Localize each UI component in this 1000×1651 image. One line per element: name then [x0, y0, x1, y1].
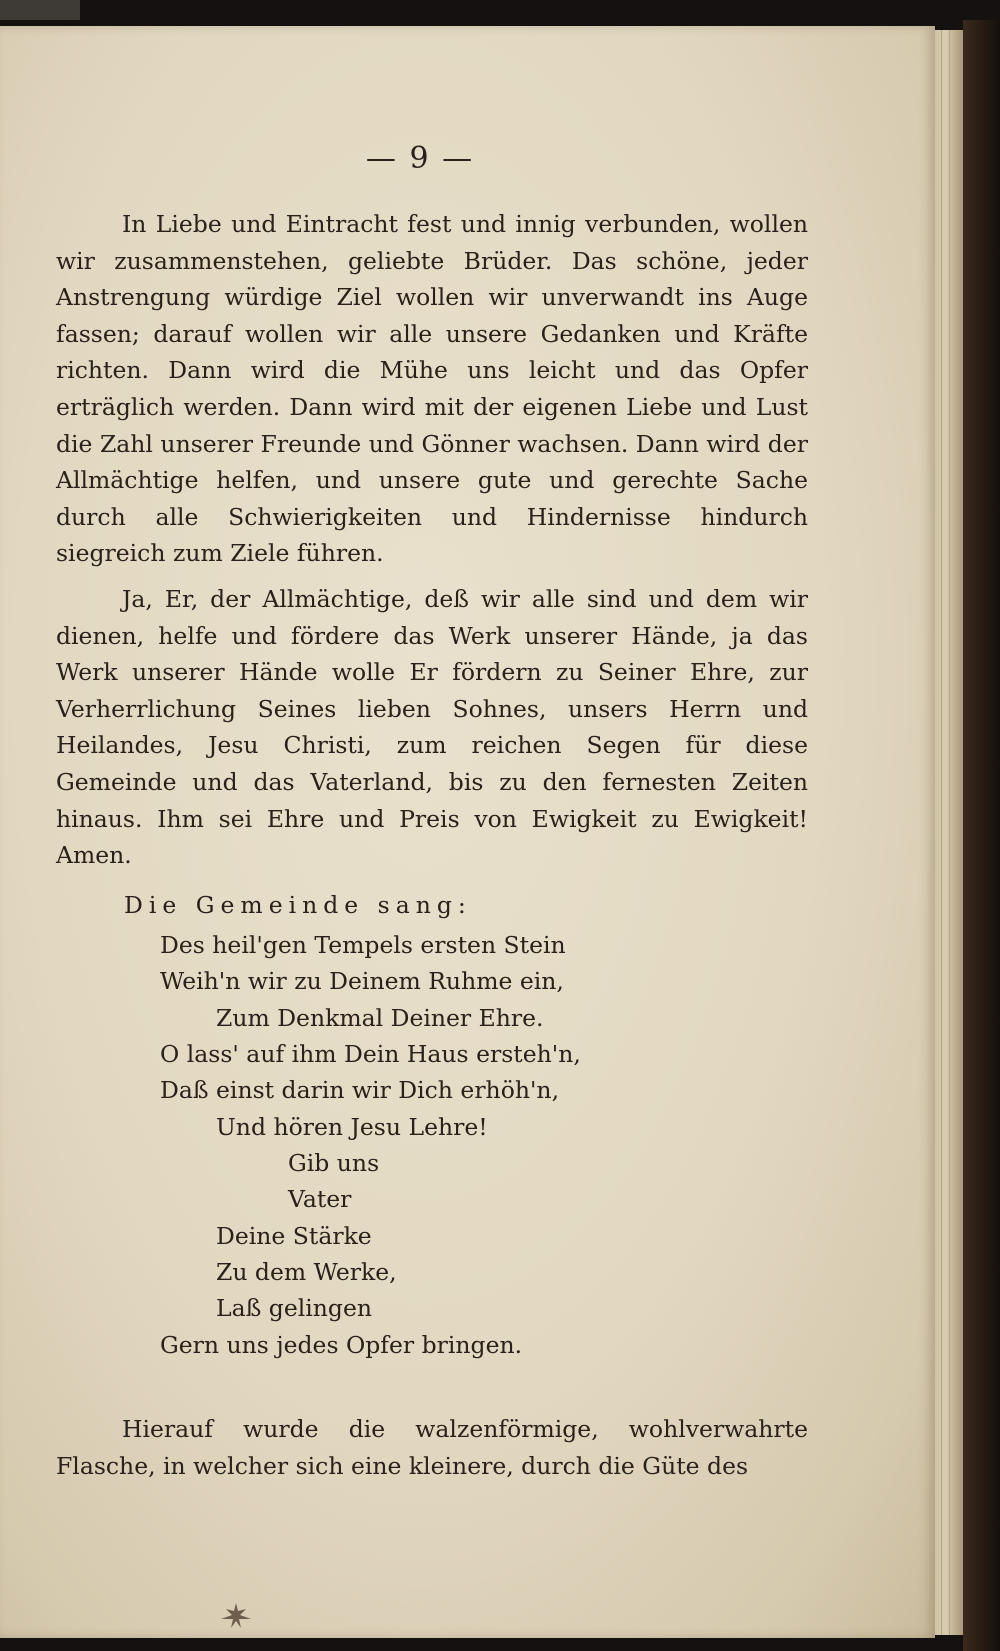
hymn-line: Zu dem Werke,	[216, 1258, 397, 1286]
printer-ornament-icon	[213, 1601, 259, 1631]
book-page	[0, 26, 935, 1638]
hymn-line: O lass' auf ihm Dein Haus ersteh'n,	[160, 1040, 581, 1068]
hymn-line: Und hören Jesu Lehre!	[216, 1113, 488, 1141]
paragraph-3: Hierauf wurde die walzenförmige, wohlverwahrte Flasche, in welcher sich eine kleinere, durch die Güte des	[56, 1415, 808, 1480]
hymn-line: Vater	[288, 1185, 352, 1213]
hymn-line: Gern uns jedes Opfer bringen.	[160, 1331, 523, 1359]
hymn-line: Deine Stärke	[216, 1222, 372, 1250]
paragraph-2: Ja, Er, der Allmächtige, deß wir alle sind und dem wir dienen, helfe und fördere das Werk unserer Hände, ja das Werk unserer Hände wolle Er fördern zu Seiner Ehre, zur Verherrlichung Seines lieben Sohnes, unsers Herrn und Heilandes, Jesu Christi, zum reichen Segen für diese Gemeinde und das Vaterland, bis zu den fernesten Zeiten hinaus. Ihm sei Ehre und Preis von Ewigkeit zu Ewigkeit! Amen.	[56, 585, 808, 870]
page-stack-edge	[935, 30, 963, 1635]
hymn-line: Gib uns	[288, 1149, 380, 1177]
hymn-line: Laß gelingen	[216, 1294, 372, 1322]
paragraph-1: In Liebe und Eintracht fest und innig verbunden, wollen wir zusammenstehen, geliebte Brüder. Das schöne, jeder Anstrengung würdige Ziel wollen wir unverwandt ins Auge fassen; darauf wollen wir alle unsere Gedanken und Kräfte richten. Dann wird die Mühe uns leicht und das Opfer erträglich werden. Dann wird mit der eigenen Liebe und Lust die Zahl unserer Freunde und Gönner wachsen. Dann wird der Allmächtige helfen, und unsere gute und gerechte Sache durch alle Schwierigkeiten und Hindernisse hindurch siegreich zum Ziele führen.	[56, 210, 808, 568]
hymn-line: Zum Denkmal Deiner Ehre.	[216, 1004, 544, 1032]
page-number: — 9 —	[365, 141, 475, 176]
hymn-line: Daß einst darin wir Dich erhöh'n,	[160, 1076, 560, 1104]
hymn-heading: Die Gemeinde sang:	[124, 891, 472, 919]
hymn-line: Weih'n wir zu Deinem Ruhme ein,	[160, 967, 564, 995]
book-cover-edge	[963, 20, 1000, 1651]
hymn-line: Des heil'gen Tempels ersten Stein	[160, 931, 566, 959]
scanner-tab	[0, 0, 80, 20]
